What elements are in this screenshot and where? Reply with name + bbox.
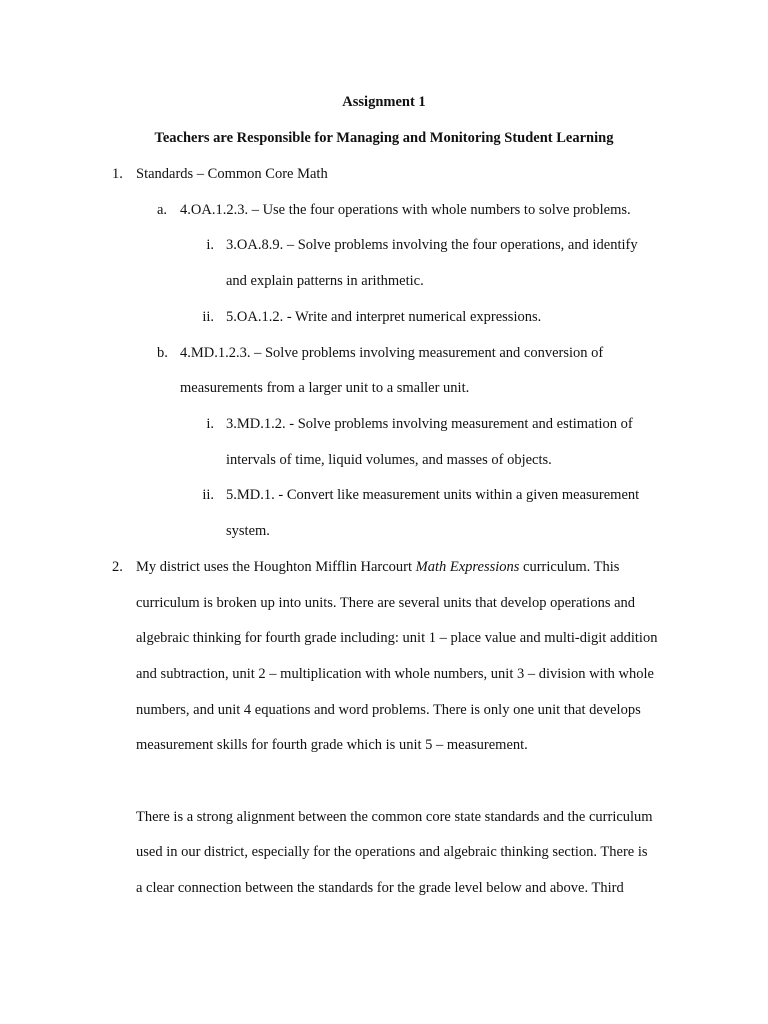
list-item-b-line1: 4.MD.1.2.3. – Solve problems involving measurement and conversion of [180,345,604,361]
list-marker-b-i: i. [206,416,214,432]
document-title: Assignment 1 [342,94,426,110]
list-item-2-line1 [136,557,619,577]
list-marker-b-ii: ii. [202,487,214,503]
curriculum-title: Math Expressions [415,559,520,575]
list-item-2-line5: numbers, and unit 4 equations and word problems. There is only one unit that develops [136,702,641,718]
list-marker-a-i: i. [206,237,214,253]
list-item-2-line4: and subtraction, unit 2 – multiplication with whole numbers, unit 3 – division with whole [136,666,654,682]
list-item-2-line2: curriculum is broken up into units. There are several units that develop operations and [136,595,636,611]
list-item-2-line3: algebraic thinking for fourth grade including: unit 1 – place value and multi-digit addition [136,630,658,646]
list-item-a-i-line1: 3.OA.8.9. – Solve problems involving the four operations, and identify [226,237,638,253]
document-subtitle: Teachers are Responsible for Managing and Monitoring Student Learning [154,130,614,146]
list-item-2-line1-pre: My district uses the Houghton Mifflin Harcourt [136,559,416,575]
list-item-b-i-line2: intervals of time, liquid volumes, and masses of objects. [226,452,552,468]
list-item-1-text: Standards – Common Core Math [136,166,328,182]
paragraph-line3: a clear connection between the standards for the grade level below and above. Third [136,880,624,896]
list-item-2-line6: measurement skills for fourth grade which is unit 5 – measurement. [136,737,528,753]
list-item-2-line1-post: curriculum. This [519,559,620,575]
list-item-a-ii-text: 5.OA.1.2. - Write and interpret numerical expressions. [226,309,542,325]
list-item-a-text: 4.OA.1.2.3. – Use the four operations with whole numbers to solve problems. [180,202,631,218]
list-item-a-i-line2: and explain patterns in arithmetic. [226,273,424,289]
list-marker-a-ii: ii. [202,309,214,325]
list-marker-b: b. [157,345,168,361]
list-item-b-i-line1: 3.MD.1.2. - Solve problems involving measurement and estimation of [226,416,633,432]
list-marker-1: 1. [112,166,123,182]
list-marker-2: 2. [112,559,123,575]
list-item-b-ii-line1: 5.MD.1. - Convert like measurement units within a given measurement [226,487,640,503]
list-item-b-ii-line2: system. [226,523,270,539]
list-marker-a: a. [157,202,168,218]
list-item-b-line2: measurements from a larger unit to a smaller unit. [180,380,470,396]
paragraph-line2: used in our district, especially for the operations and algebraic thinking section. There is [136,844,648,860]
paragraph-line1: There is a strong alignment between the common core state standards and the curriculum [136,809,653,825]
